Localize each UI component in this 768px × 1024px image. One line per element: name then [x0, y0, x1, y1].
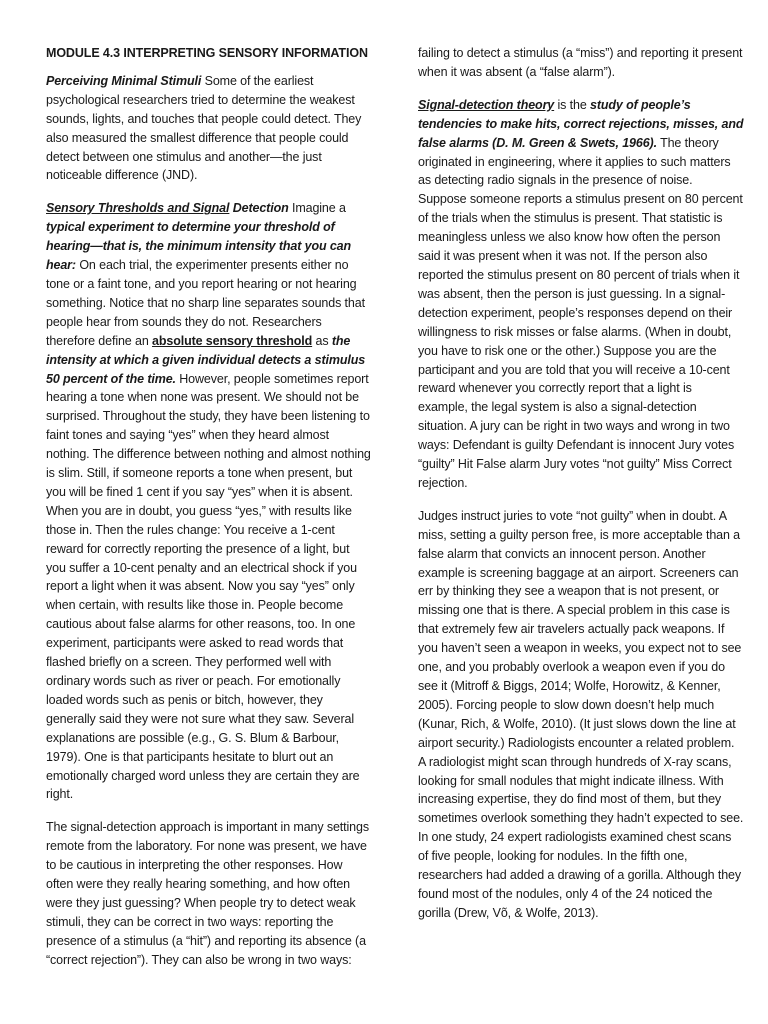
paragraph-text: failing to detect a stimulus (a “miss”) and reporting it present when it was absent (a “false alarm”). — [418, 46, 743, 79]
emphasis-text: the intensity at which a given individual detects a stimulus 50 percent of the time. — [46, 333, 366, 386]
paragraph-text: is the — [554, 97, 591, 112]
emphasis-text: typical experiment to determine your threshold of hearing—that is, the minimum intensity that you can hear: — [46, 220, 352, 273]
paragraph-perceiving-minimal-stimuli — [46, 72, 372, 185]
key-term-absolute-sensory-threshold: absolute sensory threshold — [152, 333, 313, 348]
module-heading: MODULE 4.3 INTERPRETING SENSORY INFORMATION — [46, 46, 368, 60]
paragraph-text: as — [312, 333, 332, 348]
paragraph-text: On each trial, the experimenter presents either no tone or a faint tone, and you report hearing or not hearing something. Notice that no sharp line separates sounds that people hear from sounds they do not. Researchers therefore define an — [46, 258, 365, 348]
paragraph-text: Judges instruct juries to vote “not guilty” when in doubt. A miss, setting a guilty person free, is more acceptable than a false alarm that convicts an innocent person. Another example is screening baggage at an airport. Screeners can err by thinking they see a weapon that is not present, or missing one that is there. A special problem in this case is that extremely few air travelers actually pack weapons. If you haven’t seen a weapon in weeks, you expect not to see one, and you probably overlook a weapon even if you do see it (Mitroff & Biggs, 2014; Wolfe, Horowitz, & Kenner, 2005). Forcing people to slow down doesn’t help much (Kunar, Rich, & Wolfe, 2010). (It just slows down the line at airport security.) Radiologists encounter a related problem. A radiologist might scan through hundreds of X-ray scans, looking for small nodules that might indicate illness. With increasing expertise, they do find most of them, but they sometimes overlook something they hadn’t expected to see. In one study, 24 expert radiologists examined chest scans of five people, looking for nodules. In the fifth one, researchers had added a drawing of a gorilla. Although they found most of the nodules, only 4 of the 24 noticed the gorilla (Drew, Võ, & Wolfe, 2013). — [418, 508, 744, 920]
section-heading-perceiving-minimal-stimuli: Perceiving Minimal Stimuli — [46, 73, 202, 88]
right-column — [418, 44, 744, 1024]
emphasis-text: study of people’s tendencies to make hits, correct rejections, misses, and false alarms (D. M. Green & Swets, 1966). — [418, 97, 744, 150]
paragraph-signal-detection-theory — [418, 96, 744, 493]
paragraph-text: The signal-detection approach is important in many settings remote from the laboratory. For none was present, we have to be cautious in interpreting the other responses. How often were they really hearing something, and how often were they just guessing? When people try to detect weak stimuli, they can be correct in two ways: reporting the presence of a stimulus (a “hit”) and reporting its absence (a “correct rejection”). They can also be wrong in two ways: — [46, 820, 369, 967]
paragraph-text: However, people sometimes report hearing a tone when none was present. We should not be surprised. Throughout the study, they have been listening to faint tones and saying “yes” when they heard almost nothing. The difference between nothing and almost nothing is slim. Still, if someone reports a tone when present, but you will be fined 1 cent if you say “yes” when it is absent. When you are in doubt, you guess “yes,” with results like those in. Then the rules change: You receive a 1-cent reward for correctly reporting the presence of a light, but you suffer a 10-cent penalty and an electrical shock if you report a light when it was absent. Now you say “yes” only when certain, with results like those in. People become cautious about false alarms for other reasons, too. In one experiment, participants were asked to read words that flashed briefly on a screen. They performed well with ordinary words such as river or peach. For emotionally loaded words such as penis or bitch, however, they generally said they were not sure what they saw. Several explanations are possible (e.g., G. S. Blum & Barbour, 1979). One is that participants hesitate to blurt out an emotionally charged word unless they are certain they are right. — [46, 371, 371, 802]
paragraph-text: The theory originated in engineering, where it applies to such matters as detecting radio signals in the presence of noise. Suppose someone reports a stimulus present on 80 percent of the trials when the stimulus is present. That statistic is meaningless unless we also know how often the person said it was present when it was not. If the person also reported the stimulus present on 80 percent of trials when it was absent, then the person is just guessing. In a signal-detection experiment, people’s responses depend on their willingness to risk misses or false alarms. (When in doubt, you have to risk one or the other.) Suppose you are the participant and you are told that you will receive a 10-cent reward whenever you correctly report that a light is example, the legal system is also a signal-detection situation. A jury can be right in two ways and wrong in two ways: Defendant is guilty Defendant is innocent Jury votes “guilty” Hit False alarm Jury votes “not guilty” Miss Correct rejection. — [418, 135, 743, 490]
section-heading-detection: Detection — [229, 201, 289, 216]
paragraph-text: Imagine a — [288, 201, 346, 216]
paragraph-sensory-thresholds — [46, 199, 372, 804]
section-heading-sensory-thresholds: Sensory Thresholds and Signal — [46, 201, 230, 216]
paragraph-signal-detection-approach-continued — [418, 44, 744, 82]
paragraph-judges-juries — [418, 507, 744, 923]
paragraph-signal-detection-approach — [46, 818, 372, 969]
paragraph-text: Some of the earliest psychological researchers tried to determine the weakest sounds, lights, and touches that people could detect. They also measured the smallest difference that people could detect between one stimulus and another—the just noticeable difference (JND). — [46, 73, 362, 183]
left-column — [46, 44, 372, 1024]
key-term-signal-detection-theory: Signal-detection theory — [418, 97, 555, 112]
